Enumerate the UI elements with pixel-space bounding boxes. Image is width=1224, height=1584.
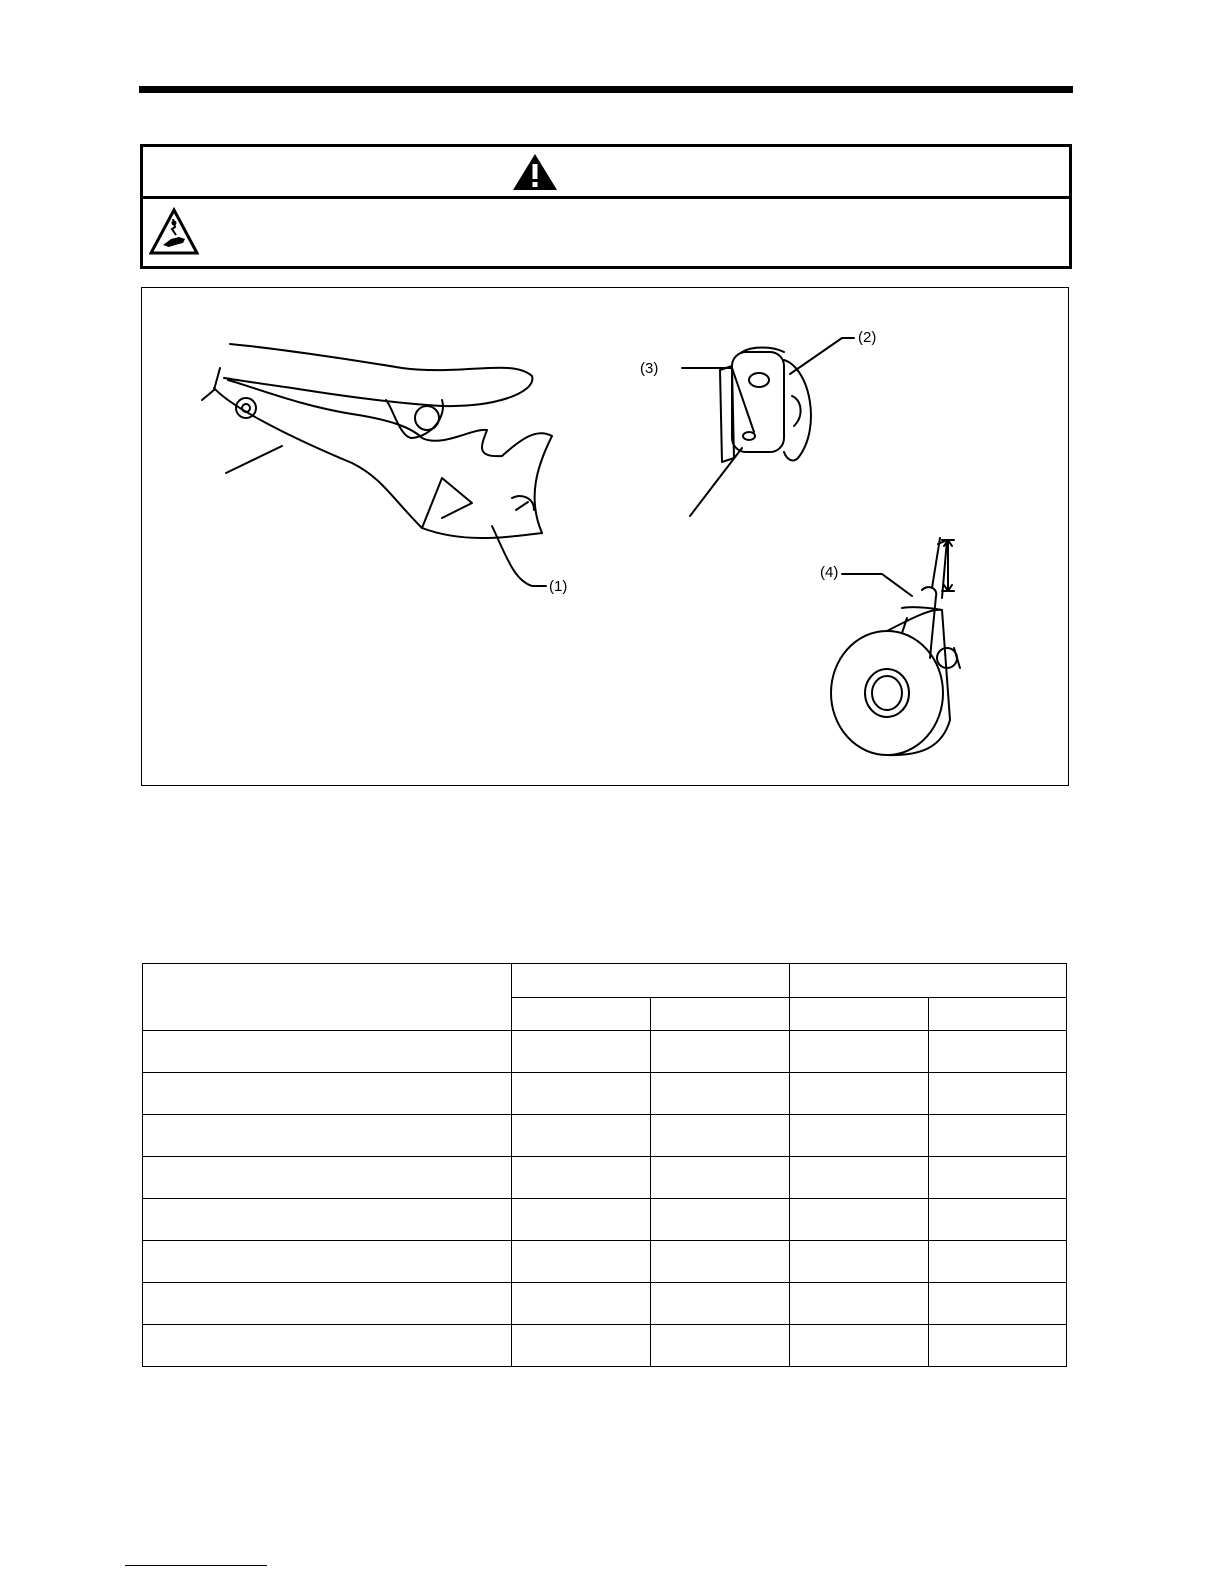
- table-cell: [143, 1325, 512, 1367]
- table-row: [143, 1073, 1067, 1115]
- table-header-cell: [512, 964, 790, 998]
- hand-injury-hazard-icon: [149, 207, 199, 257]
- table-row: [143, 1157, 1067, 1199]
- table-cell: [790, 1073, 929, 1115]
- table-row: [143, 1115, 1067, 1157]
- table-subheader-cell: [512, 998, 651, 1031]
- table-cell: [790, 1241, 929, 1283]
- table-cell: [651, 1157, 790, 1199]
- table-cell: [143, 1199, 512, 1241]
- footnote-rule: [125, 1565, 267, 1566]
- table-cell: [651, 1115, 790, 1157]
- table-cell: [929, 1115, 1067, 1157]
- table-cell: [929, 1157, 1067, 1199]
- table-row: [143, 1325, 1067, 1367]
- table-header-row: [143, 964, 1067, 998]
- table-cell: [651, 1031, 790, 1073]
- figure-panel: [141, 287, 1069, 786]
- table-cell: [790, 1157, 929, 1199]
- table-cell: [790, 1325, 929, 1367]
- warning-triangle-icon: [511, 152, 559, 192]
- top-rule: [139, 86, 1073, 93]
- table-cell: [929, 1073, 1067, 1115]
- shuttle-hook-drawing: [202, 344, 552, 538]
- table-cell: [651, 1199, 790, 1241]
- table-cell: [512, 1241, 651, 1283]
- table-subheader-cell: [929, 998, 1067, 1031]
- table-cell: [512, 1073, 651, 1115]
- table-cell: [929, 1199, 1067, 1241]
- table-cell: [651, 1325, 790, 1367]
- table-cell: [143, 1073, 512, 1115]
- callout-4: (4): [820, 564, 839, 581]
- table-cell: [512, 1325, 651, 1367]
- table-cell: [143, 1115, 512, 1157]
- callout-2: (2): [858, 329, 877, 346]
- table-cell: [512, 1031, 651, 1073]
- table-cell: [929, 1031, 1067, 1073]
- table-cell: [929, 1325, 1067, 1367]
- table-cell: [512, 1157, 651, 1199]
- table-cell: [143, 1283, 512, 1325]
- caution-box: [140, 144, 1072, 269]
- table-cell: [143, 1031, 512, 1073]
- table-header-cell: [790, 964, 1067, 998]
- table-cell: [651, 1241, 790, 1283]
- thread-tension-table: [142, 963, 1067, 1367]
- table-header-cell: [143, 964, 512, 1031]
- table-cell: [143, 1157, 512, 1199]
- callout-1: (1): [549, 578, 568, 595]
- table-row: [143, 1199, 1067, 1241]
- table-cell: [929, 1283, 1067, 1325]
- table-cell: [790, 1199, 929, 1241]
- caution-body: [143, 199, 1069, 266]
- table-cell: [790, 1115, 929, 1157]
- table-cell: [512, 1115, 651, 1157]
- table-subheader-cell: [651, 998, 790, 1031]
- table-cell: [651, 1073, 790, 1115]
- table-cell: [929, 1241, 1067, 1283]
- caution-header: [143, 147, 1069, 199]
- bobbin-case-front-drawing: [831, 538, 960, 755]
- table-subheader-cell: [790, 998, 929, 1031]
- table-row: [143, 1283, 1067, 1325]
- table-row: [143, 1031, 1067, 1073]
- table-cell: [143, 1241, 512, 1283]
- table-cell: [512, 1199, 651, 1241]
- table-cell: [790, 1031, 929, 1073]
- bobbin-case-illustration: [142, 288, 1068, 785]
- table-cell: [651, 1283, 790, 1325]
- callout-3: (3): [640, 360, 659, 377]
- table-row: [143, 1241, 1067, 1283]
- table-cell: [790, 1283, 929, 1325]
- table-cell: [512, 1283, 651, 1325]
